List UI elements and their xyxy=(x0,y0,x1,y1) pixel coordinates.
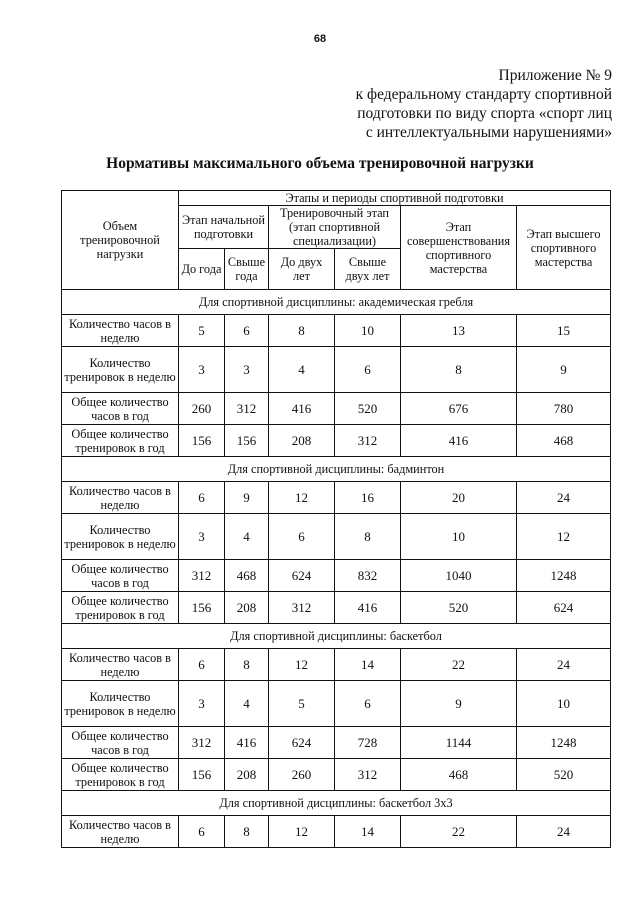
page-number: 68 xyxy=(313,33,327,45)
table-cell: 9 xyxy=(225,482,269,514)
table-cell: 156 xyxy=(179,592,225,624)
appendix-block xyxy=(356,66,612,142)
table-cell: 10 xyxy=(401,514,517,560)
header-volume: Объем тренировочной нагрузки xyxy=(62,191,179,290)
row-label: Количество тренировок в неделю xyxy=(62,347,179,393)
table-cell: 12 xyxy=(269,649,335,681)
appendix-line: подготовки по виду спорта «спорт лиц xyxy=(357,105,612,122)
table-cell: 4 xyxy=(225,514,269,560)
header-sub-up-to-two: До двух лет xyxy=(269,249,335,290)
table-cell: 1040 xyxy=(401,560,517,592)
table-cell: 520 xyxy=(401,592,517,624)
table-cell: 24 xyxy=(517,482,611,514)
table-cell: 24 xyxy=(517,816,611,848)
table-cell: 416 xyxy=(269,393,335,425)
table-cell: 780 xyxy=(517,393,611,425)
header-stage-higher: Этап высшего спортивного мастерства xyxy=(517,206,611,290)
table-cell: 3 xyxy=(179,514,225,560)
table-cell: 260 xyxy=(179,393,225,425)
table-cell: 13 xyxy=(401,315,517,347)
table-cell: 15 xyxy=(517,315,611,347)
table-row xyxy=(62,482,611,514)
row-label: Общее количество тренировок в год xyxy=(62,759,179,791)
section-title: Для спортивной дисциплины: баскетбол xyxy=(62,624,611,649)
table-cell: 520 xyxy=(517,759,611,791)
section-title: Для спортивной дисциплины: баскетбол 3х3 xyxy=(62,791,611,816)
table-cell: 6 xyxy=(179,649,225,681)
table-cell: 12 xyxy=(269,816,335,848)
table-cell: 6 xyxy=(179,482,225,514)
table-cell: 8 xyxy=(269,315,335,347)
table-cell: 22 xyxy=(401,649,517,681)
table-cell: 156 xyxy=(225,425,269,457)
table-cell: 156 xyxy=(179,425,225,457)
row-label: Общее количество часов в год xyxy=(62,727,179,759)
section-title: Для спортивной дисциплины: бадминтон xyxy=(62,457,611,482)
table-cell: 22 xyxy=(401,816,517,848)
table-cell: 5 xyxy=(269,681,335,727)
table-cell: 8 xyxy=(401,347,517,393)
table-cell: 312 xyxy=(335,759,401,791)
table-row xyxy=(62,315,611,347)
table-cell: 20 xyxy=(401,482,517,514)
row-label: Количество тренировок в неделю xyxy=(62,681,179,727)
table-cell: 676 xyxy=(401,393,517,425)
table-cell: 260 xyxy=(269,759,335,791)
row-label: Количество часов в неделю xyxy=(62,649,179,681)
table-cell: 416 xyxy=(335,592,401,624)
table-cell: 14 xyxy=(335,816,401,848)
table-cell: 9 xyxy=(517,347,611,393)
table-cell: 6 xyxy=(335,681,401,727)
header-stage-initial: Этап начальной подготовки xyxy=(179,206,269,249)
table-cell: 208 xyxy=(269,425,335,457)
table-cell: 312 xyxy=(179,727,225,759)
row-label: Количество тренировок в неделю xyxy=(62,514,179,560)
table-cell: 1248 xyxy=(517,727,611,759)
header-stage-training: Тренировочный этап (этап спортивной специализации) xyxy=(269,206,401,249)
table-cell: 208 xyxy=(225,592,269,624)
table-cell: 312 xyxy=(269,592,335,624)
table-cell: 468 xyxy=(225,560,269,592)
table-cell: 156 xyxy=(179,759,225,791)
table-cell: 14 xyxy=(335,649,401,681)
table-cell: 6 xyxy=(269,514,335,560)
table-cell: 6 xyxy=(179,816,225,848)
row-label: Количество часов в неделю xyxy=(62,315,179,347)
table-row xyxy=(62,816,611,848)
table-cell: 3 xyxy=(179,347,225,393)
table-cell: 624 xyxy=(517,592,611,624)
table-cell: 16 xyxy=(335,482,401,514)
table-cell: 8 xyxy=(335,514,401,560)
table-cell: 624 xyxy=(269,560,335,592)
table-row xyxy=(62,681,611,727)
row-label: Количество часов в неделю xyxy=(62,816,179,848)
table-cell: 8 xyxy=(225,816,269,848)
header-sub-up-to-year: До года xyxy=(179,249,225,290)
norms-table xyxy=(61,190,611,848)
section-title: Для спортивной дисциплины: академическая гребля xyxy=(62,290,611,315)
table-cell: 8 xyxy=(225,649,269,681)
table-row xyxy=(62,592,611,624)
table-cell: 6 xyxy=(225,315,269,347)
table-cell: 416 xyxy=(225,727,269,759)
appendix-line: к федеральному стандарту спортивной xyxy=(355,86,612,103)
table-cell: 312 xyxy=(225,393,269,425)
row-label: Общее количество часов в год xyxy=(62,393,179,425)
table-row xyxy=(62,425,611,457)
table-cell: 24 xyxy=(517,649,611,681)
table-cell: 6 xyxy=(335,347,401,393)
table-cell: 1248 xyxy=(517,560,611,592)
table-cell: 312 xyxy=(179,560,225,592)
table-cell: 4 xyxy=(225,681,269,727)
table-cell: 4 xyxy=(269,347,335,393)
table-cell: 312 xyxy=(335,425,401,457)
table-row xyxy=(62,560,611,592)
table-row xyxy=(62,393,611,425)
table-cell: 10 xyxy=(517,681,611,727)
table-cell: 1144 xyxy=(401,727,517,759)
table-row xyxy=(62,727,611,759)
table-cell: 468 xyxy=(401,759,517,791)
table-cell: 624 xyxy=(269,727,335,759)
table-row xyxy=(62,514,611,560)
table-cell: 520 xyxy=(335,393,401,425)
row-label: Общее количество часов в год xyxy=(62,560,179,592)
table-cell: 12 xyxy=(269,482,335,514)
table-row xyxy=(62,347,611,393)
table-cell: 728 xyxy=(335,727,401,759)
header-stage-improvement: Этап совершенствования спортивного мастерства xyxy=(401,206,517,290)
appendix-line: с интеллектуальными нарушениями» xyxy=(365,124,612,141)
table-cell: 9 xyxy=(401,681,517,727)
document-title: Нормативы максимального объема тренировочной нагрузки xyxy=(106,155,534,172)
header-stages: Этапы и периоды спортивной подготовки xyxy=(179,191,611,206)
table-cell: 12 xyxy=(517,514,611,560)
table-cell: 468 xyxy=(517,425,611,457)
table-cell: 3 xyxy=(179,681,225,727)
table-cell: 832 xyxy=(335,560,401,592)
appendix-line: Приложение № 9 xyxy=(498,67,612,84)
table-row xyxy=(62,649,611,681)
header-sub-over-year: Свыше года xyxy=(225,249,269,290)
table-cell: 10 xyxy=(335,315,401,347)
table-cell: 208 xyxy=(225,759,269,791)
table-cell: 416 xyxy=(401,425,517,457)
table-row xyxy=(62,759,611,791)
table-cell: 5 xyxy=(179,315,225,347)
row-label: Общее количество тренировок в год xyxy=(62,425,179,457)
header-sub-over-two: Свыше двух лет xyxy=(335,249,401,290)
row-label: Количество часов в неделю xyxy=(62,482,179,514)
row-label: Общее количество тренировок в год xyxy=(62,592,179,624)
table-cell: 3 xyxy=(225,347,269,393)
